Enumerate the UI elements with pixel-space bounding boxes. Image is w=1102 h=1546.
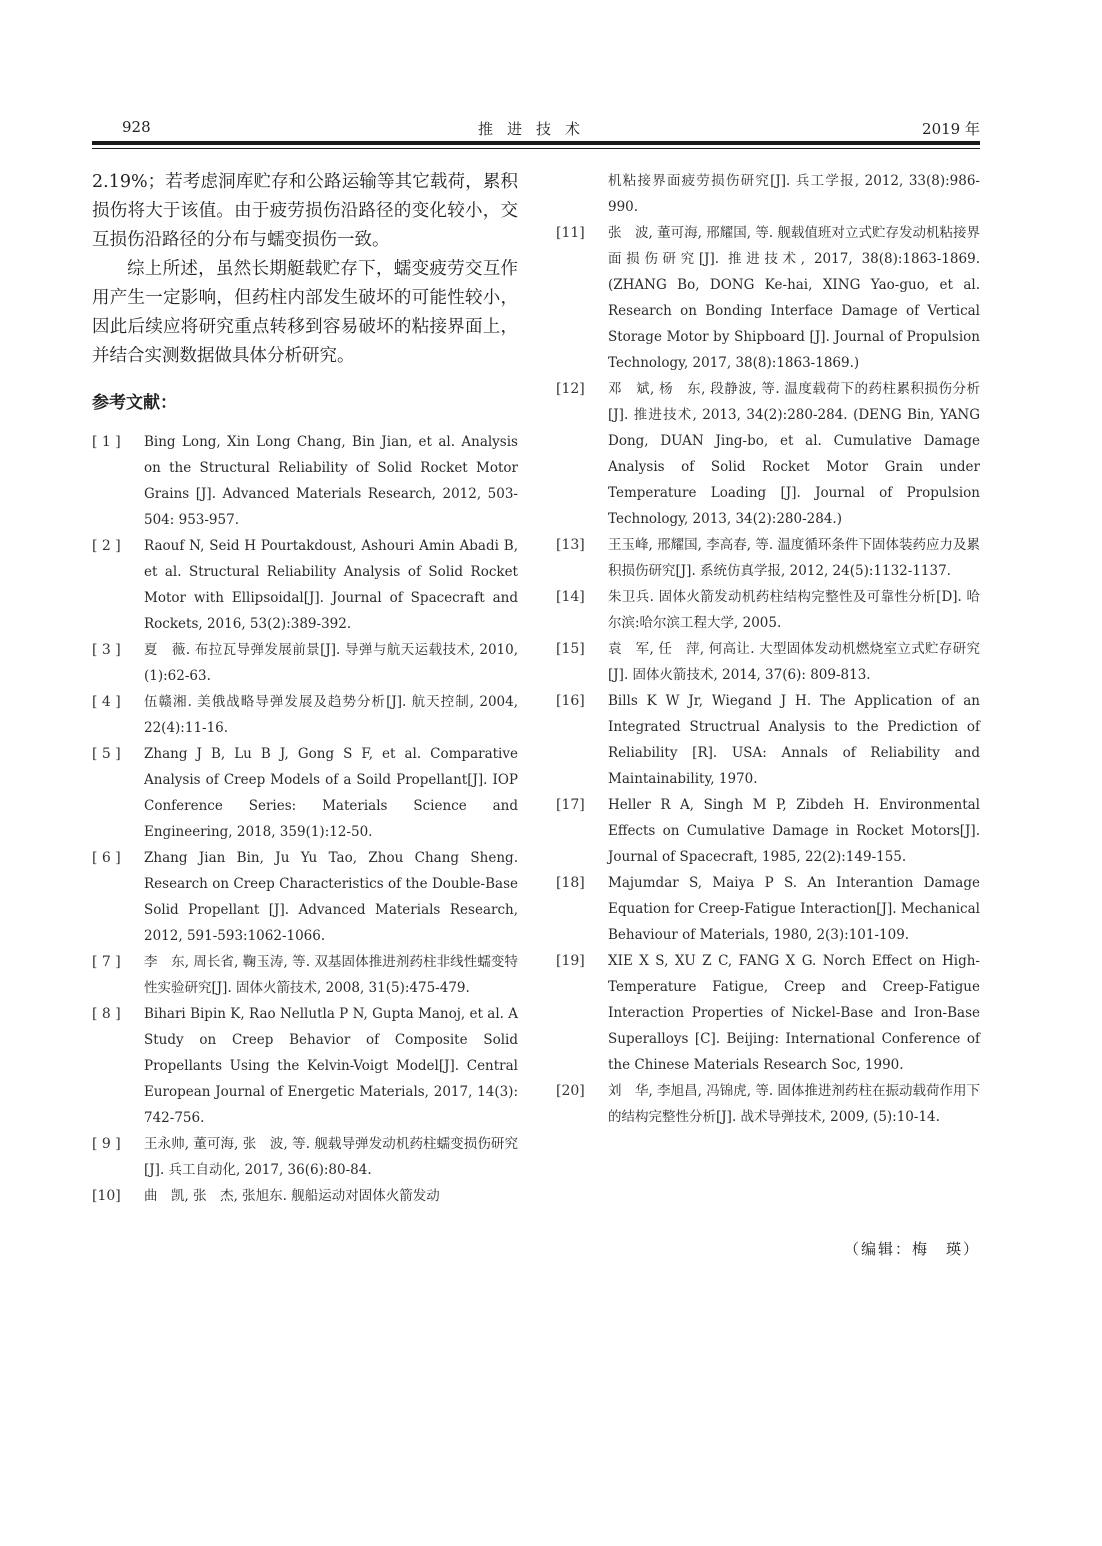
body-paragraph-1: 2.19%；若考虑洞库贮存和公路运输等其它载荷，累积损伤将大于该值。由于疲劳损伤沿路径的变化较小，交互损伤沿路径的分布与蠕变损伤一致。 [92,172,518,250]
reference-text: 张 波, 董可海, 邢耀国, 等. 舰载值班对立式贮存发动机粘接界面损伤研究[J]. 推进技术, 2017, 38(8):1863-1869. (ZHANG Bo, DONG Ke-hai, XING Yao-guo, et al. Research on Bonding Interface Damage of Vertical Storage Motor by Shipboard [J]. Journal of Propulsion Technology, 2017, 38(8):1863-1869.) [608,225,980,371]
references-heading: 参考文献： [92,393,177,413]
reference-item [92,949,518,1001]
reference-number: [14] [556,589,585,605]
right-column [556,168,980,1130]
reference-text: Bills K W Jr, Wiegand J H. The Application of an Integrated Structrual Analysis to the Prediction of Reliability [R]. USA: Annals of Reliability and Maintainability, 1970. [608,693,980,787]
reference-item [92,845,518,949]
reference-number: [19] [556,953,585,969]
reference-item [556,220,980,376]
reference-item [92,533,518,637]
reference-text: 王永帅, 董可海, 张 波, 等. 舰载导弹发动机药柱蠕变损伤研究[J]. 兵工自动化, 2017, 36(6):80-84. [144,1136,518,1178]
reference-item [92,1131,518,1183]
reference-text: 袁 军, 任 萍, 何高让. 大型固体发动机燃烧室立式贮存研究[J]. 固体火箭技术, 2014, 37(6): 809-813. [608,641,980,683]
reference-item [556,584,980,636]
reference-10-continued: 机粘接界面疲劳损伤研究[J]. 兵工学报, 2012, 33(8):986-990. [608,173,980,215]
reference-number: [ 8 ] [92,1006,121,1022]
body-paragraph-2: 综上所述，虽然长期艇载贮存下，蠕变疲劳交互作用产生一定影响，但药柱内部发生破坏的可能性较小，因此后续应将研究重点转移到容易破坏的粘接界面上，并结合实测数据做具体分析研究。 [92,259,518,366]
reference-text: Zhang Jian Bin, Ju Yu Tao, Zhou Chang Sheng. Research on Creep Characteristics of the Double-Base Solid Propellant [J]. Advanced Materials Research, 2012, 591-593:1062-1066. [144,850,518,944]
running-header [92,118,980,140]
reference-list-left [92,429,518,1209]
reference-item [92,1183,518,1209]
editor-note: （编辑：梅 瑛） [843,1240,980,1258]
reference-text: 伍赣湘. 美俄战略导弹发展及趋势分析[J]. 航天控制, 2004, 22(4):11-16. [144,694,518,736]
reference-item [556,1078,980,1130]
reference-text: 曲 凯, 张 杰, 张旭东. 舰船运动对固体火箭发动 [144,1188,440,1204]
reference-text: 李 东, 周长省, 鞠玉涛, 等. 双基固体推进剂药柱非线性蠕变特性实验研究[J]. 固体火箭技术, 2008, 31(5):475-479. [144,954,518,996]
reference-text: 王玉峰, 邢耀国, 李高春, 等. 温度循环条件下固体装药应力及累积损伤研究[J]. 系统仿真学报, 2012, 24(5):1132-1137. [608,537,980,579]
reference-number: [ 7 ] [92,954,121,970]
reference-number: [16] [556,693,585,709]
reference-number: [ 2 ] [92,538,121,554]
reference-item [556,870,980,948]
reference-text: XIE X S, XU Z C, FANG X G. Norch Effect on High-Temperature Fatigue, Creep and Creep-Fatigue Interaction Properties of Nickel-Base and Iron-Base Superalloys [C]. Beijing: International Conference of the Chinese Materials Research Soc, 1990. [608,953,980,1073]
reference-item [556,688,980,792]
reference-number: [18] [556,875,585,891]
reference-number: [10] [92,1188,121,1204]
reference-text: Bihari Bipin K, Rao Nellutla P N, Gupta Manoj, et al. A Study on Creep Behavior of Composite Solid Propellants Using the Kelvin-Voigt Model[J]. Central European Journal of Energetic Materials, 2017, 14(3): 742-756. [144,1006,518,1126]
reference-text: Raouf N, Seid H Pourtakdoust, Ashouri Amin Abadi B, et al. Structural Reliability Analysis of Solid Rocket Motor with Ellipsoidal[J]. Journal of Spacecraft and Rockets, 2016, 53(2):389-392. [144,538,518,632]
reference-text: Zhang J B, Lu B J, Gong S F, et al. Comparative Analysis of Creep Models of a Soild Propellant[J]. IOP Conference Series: Materials Science and Engineering, 2018, 359(1):12-50. [144,746,518,840]
left-column [92,168,518,1209]
reference-item [92,689,518,741]
reference-item [556,948,980,1078]
reference-number: [ 4 ] [92,694,121,710]
reference-number: [17] [556,797,585,813]
reference-text: Bing Long, Xin Long Chang, Bin Jian, et al. Analysis on the Structural Reliability of Solid Rocket Motor Grains [J]. Advanced Materials Research, 2012, 503-504: 953-957. [144,434,518,528]
reference-item [556,792,980,870]
reference-number: [ 5 ] [92,746,121,762]
reference-item [556,376,980,532]
reference-text: Majumdar S, Maiya P S. An Interantion Damage Equation for Creep-Fatigue Interaction[J]. Mechanical Behaviour of Materials, 1980, 2(3):101-109. [608,875,980,943]
reference-text: 朱卫兵. 固体火箭发动机药柱结构完整性及可靠性分析[D]. 哈尔滨:哈尔滨工程大学, 2005. [608,589,980,631]
reference-number: [13] [556,537,585,553]
reference-text: 刘 华, 李旭昌, 冯锦虎, 等. 固体推进剂药柱在振动载荷作用下的结构完整性分析[J]. 战术导弹技术, 2009, (5):10-14. [608,1083,980,1125]
reference-text: 邓 斌, 杨 东, 段静波, 等. 温度载荷下的药柱累积损伤分析[J]. 推进技术, 2013, 34(2):280-284. (DENG Bin, YANG Dong, DUAN Jing-bo, et al. Cumulative Damage Analysis of Solid Rocket Motor Grain under Temperature Loading [J]. Journal of Propulsion Technology, 2013, 34(2):280-284.) [608,381,980,527]
reference-item [92,741,518,845]
reference-number: [15] [556,641,585,657]
reference-item [92,1001,518,1131]
reference-number: [20] [556,1083,585,1099]
reference-item [556,532,980,584]
reference-number: [ 1 ] [92,434,121,450]
reference-number: [ 9 ] [92,1136,121,1152]
reference-number: [11] [556,225,585,241]
reference-list-right [556,220,980,1130]
header-rule-thin [92,148,980,149]
publication-year: 2019 年 [922,120,980,138]
reference-text: 夏 薇. 布拉瓦导弹发展前景[J]. 导弹与航天运载技术, 2010, (1):62-63. [144,642,518,684]
reference-item [556,636,980,688]
reference-item [92,429,518,533]
reference-number: [ 3 ] [92,642,121,658]
reference-number: [ 6 ] [92,850,121,866]
header-rule-thick [92,141,980,145]
reference-number: [12] [556,381,585,397]
page-number: 928 [122,118,151,136]
reference-item [92,637,518,689]
journal-name: 推进技术 [477,120,594,138]
reference-text: Heller R A, Singh M P, Zibdeh H. Environmental Effects on Cumulative Damage in Rocket Motors[J]. Journal of Spacecraft, 1985, 22(2):149-155. [608,797,980,865]
